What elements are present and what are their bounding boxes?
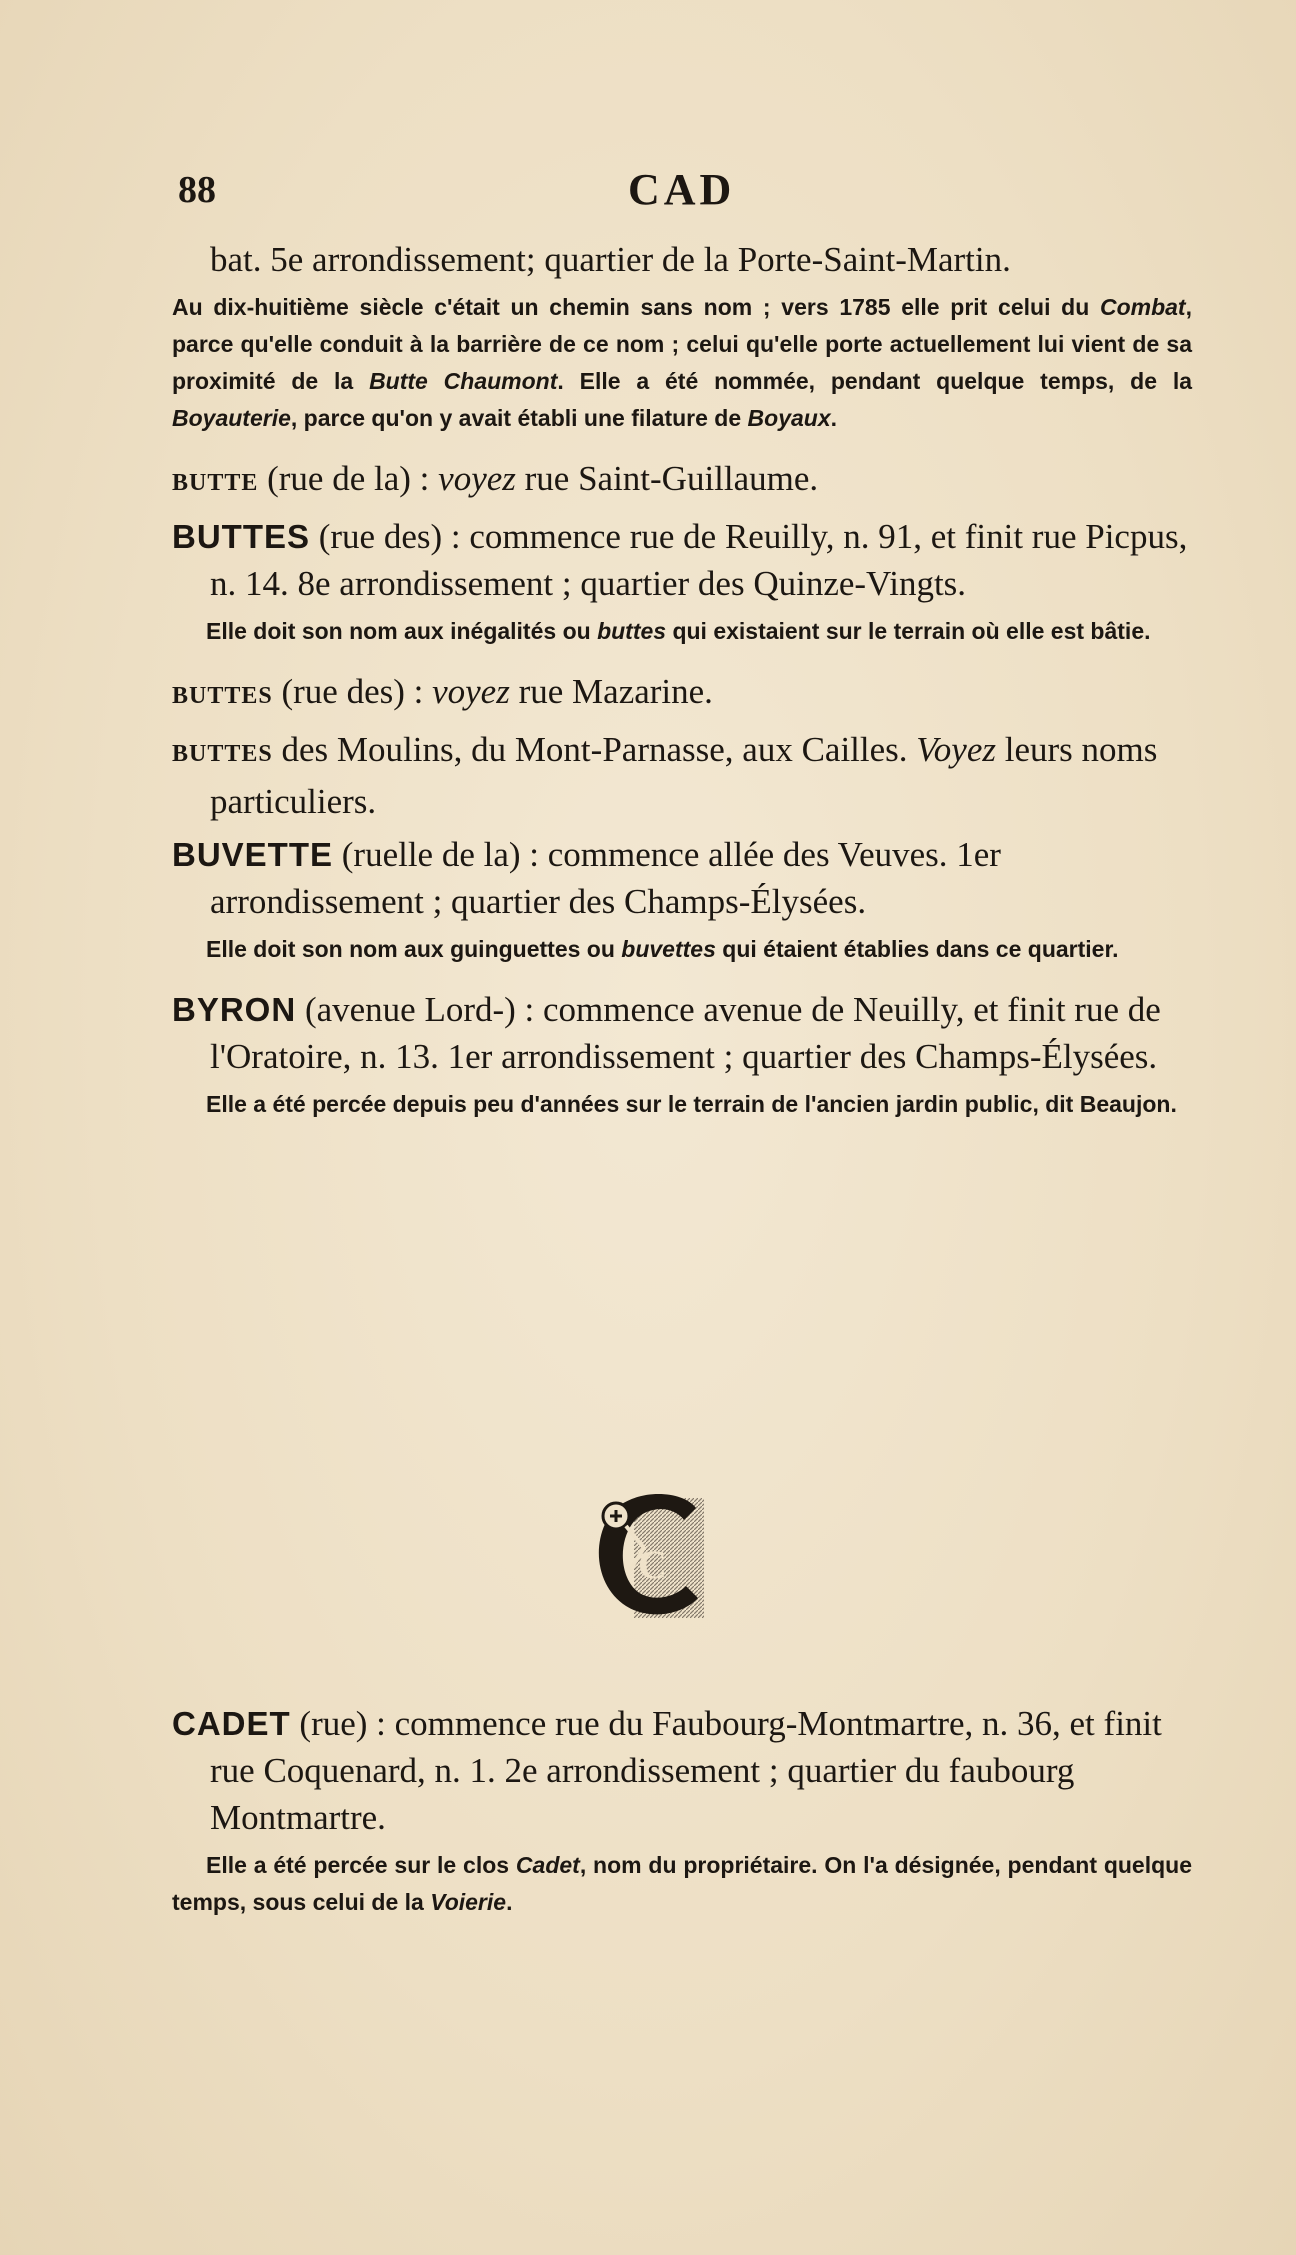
ornamental-initial <box>586 1478 726 1638</box>
continuation-line: bat. 5e arrondissement; quartier de la Porte-Saint-Martin. <box>210 240 1011 279</box>
entry-byron: BYRON (avenue Lord-) : commence avenue de Neuilly, et finit rue de l'Oratoire, n. 13. 1er arrondissement ; quartier des Champs-Élysées. <box>172 990 1161 1076</box>
entry-buttes-mazarine: BUTTES (rue des) : voyez rue Mazarine. <box>172 672 713 711</box>
entry-head: BUTTES <box>172 683 273 709</box>
ornament-letter: C <box>638 1542 667 1587</box>
entry-buttes: BUTTES (rue des) : commence rue de Reuilly, n. 91, et finit rue Picpus, n. 14. 8e arrondissement ; quartier des Quinze-Vingts. <box>172 517 1188 603</box>
entry-buvette: BUVETTE (ruelle de la) : commence allée des Veuves. 1er arrondissement ; quartier des Champs-Élysées. <box>172 835 1001 921</box>
entry-head: BUTTE <box>172 470 259 496</box>
entry-head: BYRON <box>172 991 297 1028</box>
entries-bottom <box>172 1700 1192 1939</box>
note-buttes: Elle doit son nom aux inégalités ou buttes qui existaient sur le terrain où elle est bâtie. <box>206 618 1151 644</box>
note-combat: Au dix-huitième siècle c'était un chemin sans nom ; vers 1785 elle prit celui du Combat, parce qu'elle conduit à la barrière de ce nom ; celui qu'elle porte actuellement lui vient de sa proximité de la Butte Chaumont. Elle a été nommée, pendant quelque temps, de la Boyauterie, parce qu'on y avait établi une filature de Boyaux. <box>172 294 1193 431</box>
note-cadet: Elle a été percée sur le clos Cadet, nom du propriétaire. On l'a désignée, pendant quelque temps, sous celui de la Voierie. <box>172 1852 1192 1915</box>
entry-head: CADET <box>172 1705 291 1742</box>
note-byron: Elle a été percée depuis peu d'années sur le terrain de l'ancien jardin public, dit Beaujon. <box>206 1091 1177 1117</box>
page-header <box>178 165 1178 218</box>
entry-head: BUTTES <box>172 741 273 767</box>
entry-head: BUTTES <box>172 518 310 555</box>
running-head: CAD <box>628 165 736 214</box>
note-buvette: Elle doit son nom aux guinguettes ou buvettes qui étaient établies dans ce quartier. <box>206 936 1119 962</box>
entry-buttes-moulins: BUTTES des Moulins, du Mont-Parnasse, aux Cailles. Voyez leurs noms particuliers. <box>172 730 1158 821</box>
page-number: 88 <box>178 169 216 211</box>
entries-top <box>172 236 1192 1141</box>
entry-butte: BUTTE (rue de la) : voyez rue Saint-Guillaume. <box>172 459 819 498</box>
decorative-letter-c-icon <box>586 1478 726 1638</box>
entry-head: BUVETTE <box>172 836 334 873</box>
entry-cadet: CADET (rue) : commence rue du Faubourg-Montmartre, n. 36, et finit rue Coquenard, n. 1. 2e arrondissement ; quartier du faubourg Montmartre. <box>172 1704 1162 1837</box>
